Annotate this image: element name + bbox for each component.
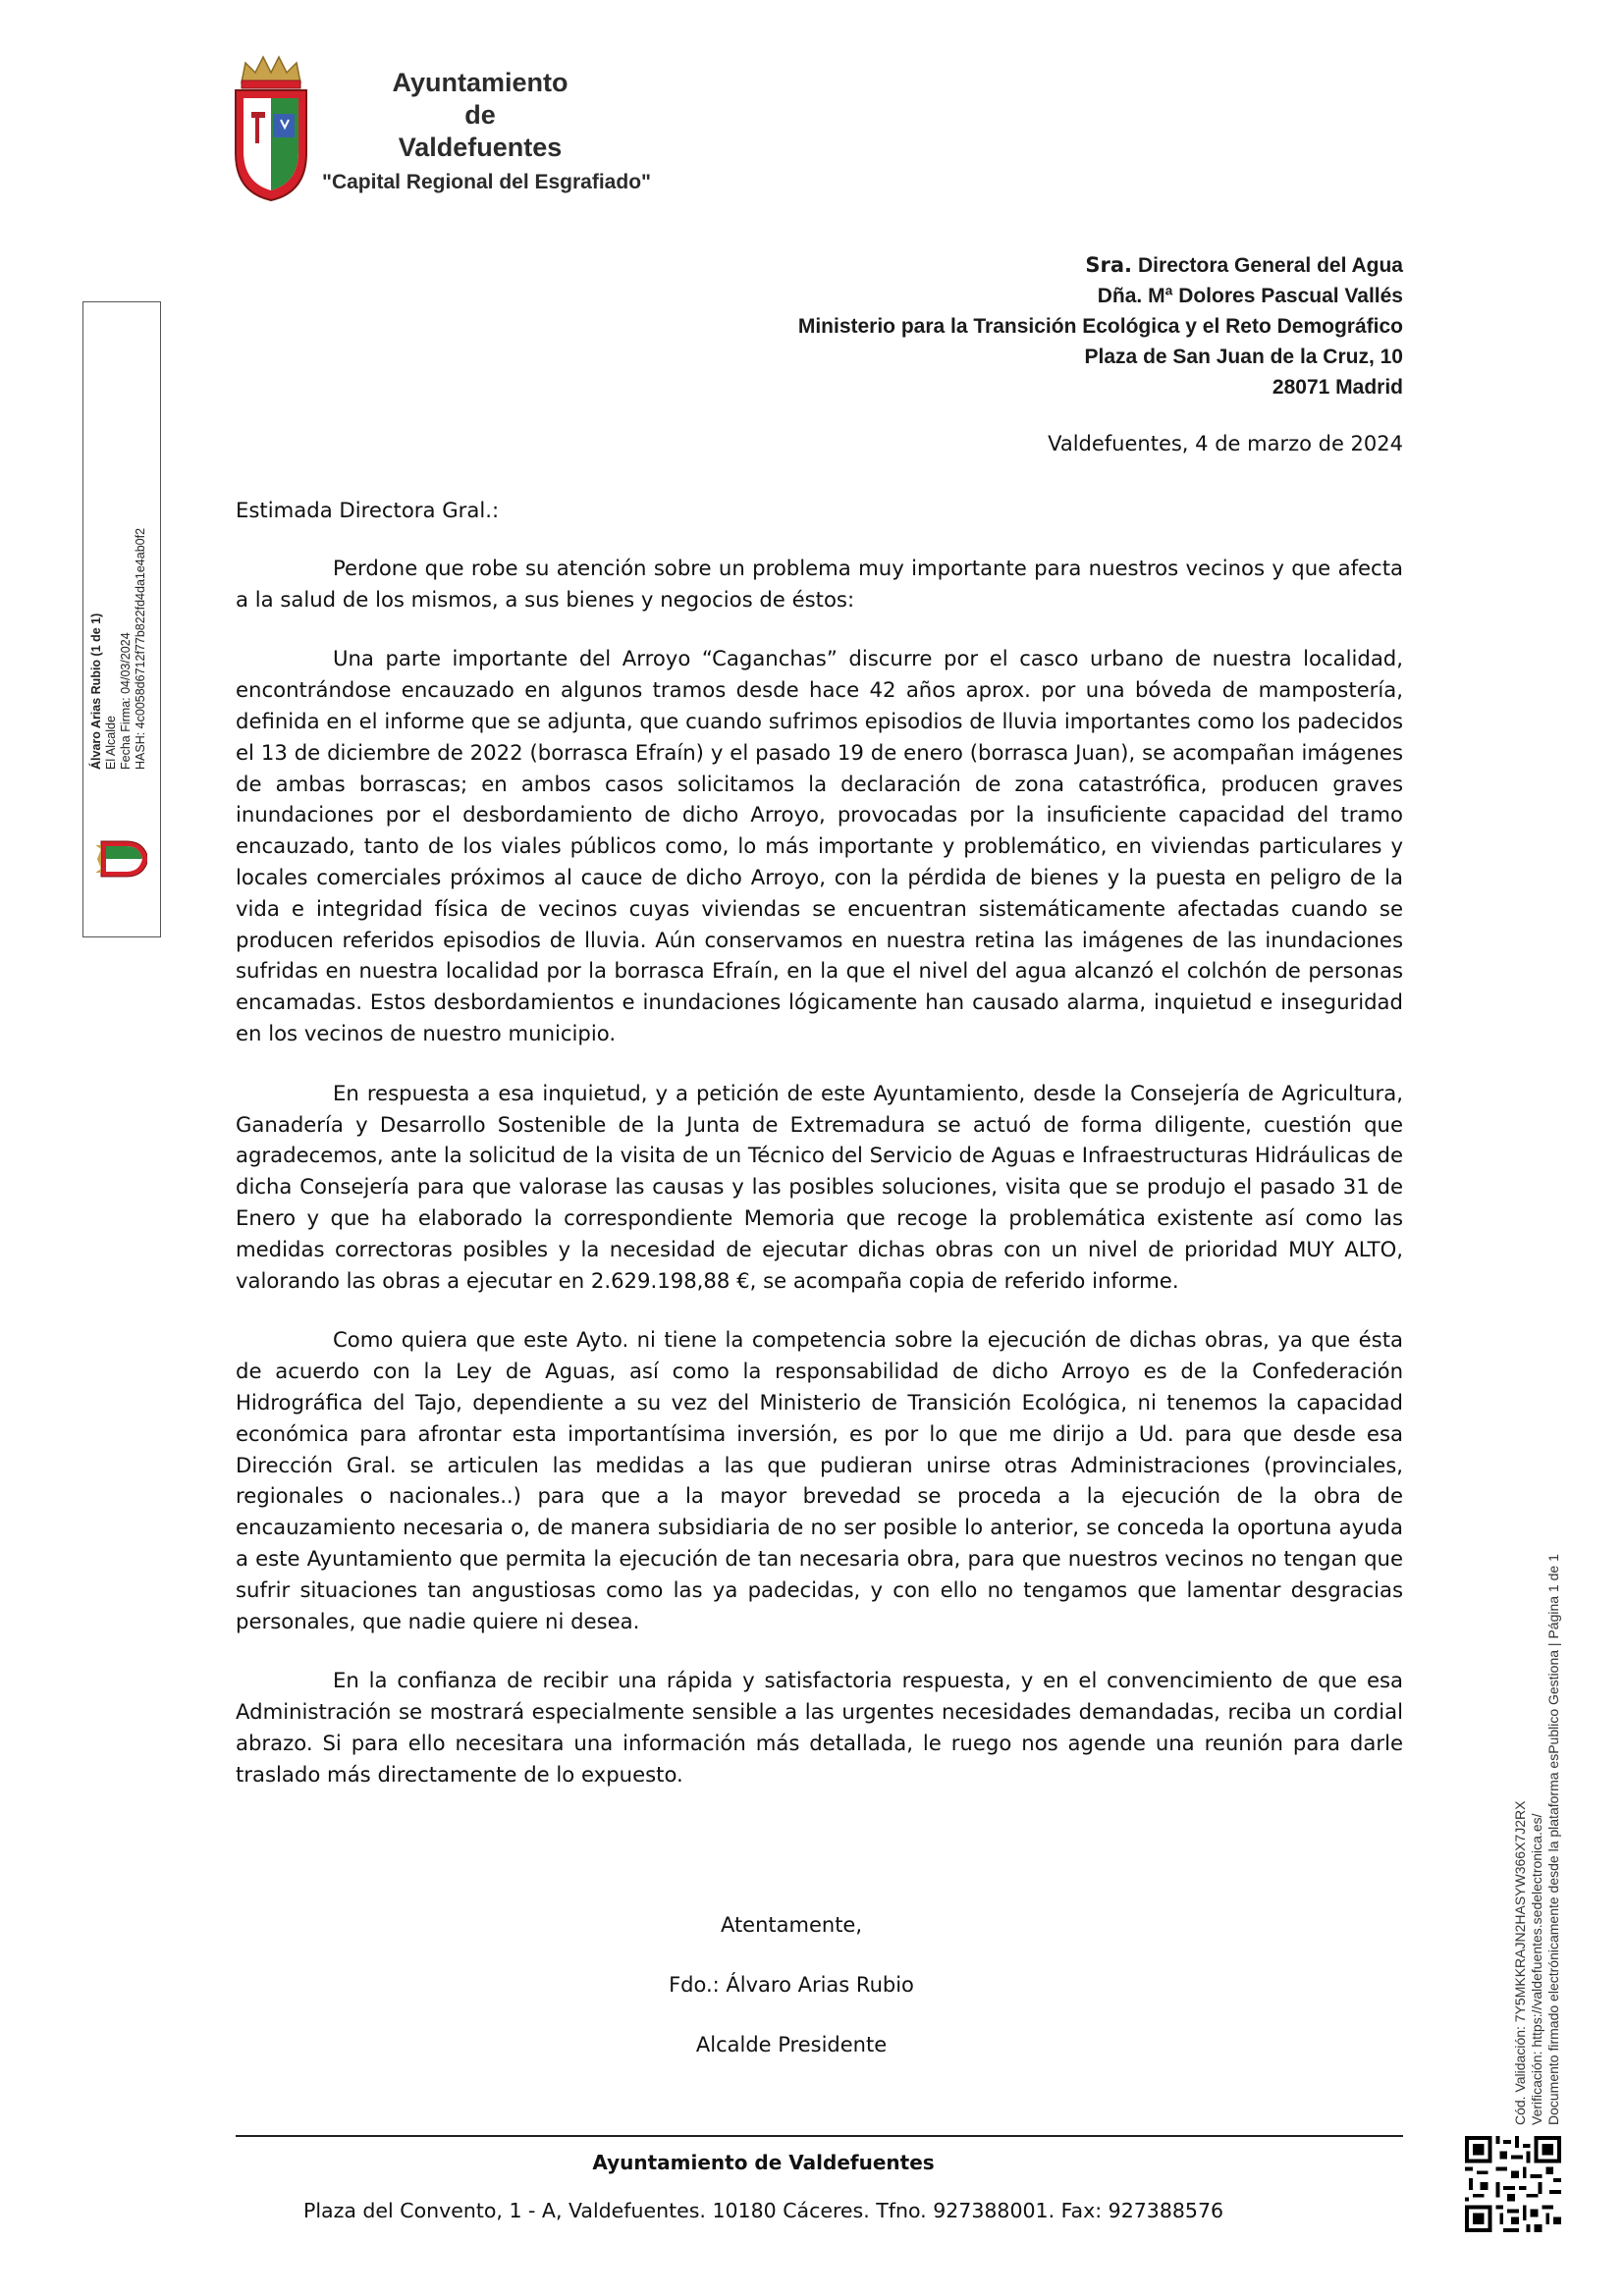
recipient-block: [798, 250, 1403, 402]
closing-block: [236, 1910, 1403, 2090]
verification-text: [1512, 1554, 1562, 2125]
signature-stamp-text: [89, 446, 148, 770]
verification-url[interactable]: Verificación: https://valdefuentes.sedelectronica.es/: [1529, 1813, 1544, 2125]
stamp-signer: Álvaro Arias Rubio (1 de 1): [89, 613, 103, 770]
paragraph-2: Una parte importante del Arroyo “Caganchas” discurre por el casco urbano de nuestra localidad, encontrándose encauzado en algunos tramos desde hace 42 años aprox. por una bóveda de mampostería, definida en el informe que se adjunta, que cuando sufrimos episodios de lluvia importantes como los padecidos el 13 de diciembre de 2022 (borrasca Efraín) y el pasado 19 de enero (borrasca Juan), se acompañan imágenes de ambas borrascas; en ambos casos solicitamos la declaración de zona catastrófica, producen graves inundaciones por el desbordamiento de dicho Arroyo, provocadas por la insuficiente capacidad del tramo encauzado, tanto de los viales públicos como, lo más importante y problemático, en viviendas particulares y locales comerciales próximos al cauce de dicho Arroyo, con la pérdida de bienes y la puesta en peligro de la vida e integridad física de vecinos cuyas viviendas se encuentran sistemáticamente afectadas cuando se producen referidos episodios de lluvia. Aún conservamos en nuestra retina las imágenes de las inundaciones sufridas en nuestra localidad por la borrasca Efraín, en la que el nivel del agua alcanzó el colchón de personas encamadas. Estos desbordamientos e inundaciones lógicamente han causado alarma, inquietud e inseguridad en los vecinos de nuestro municipio.: [236, 646, 1403, 1045]
footer-org-name: Ayuntamiento de Valdefuentes: [592, 2151, 935, 2174]
signer-role: Alcalde Presidente: [695, 2033, 888, 2056]
verification-note: Documento firmado electrónicamente desde la plataforma esPublico Gestiona | Página 1 de 1: [1545, 1554, 1561, 2125]
recipient-ministry: Ministerio para la Transición Ecológica y el Reto Demográfico: [797, 315, 1403, 338]
footer-divider: [236, 2135, 1403, 2137]
recipient-salutation: Sra.: [1085, 253, 1133, 277]
closing-salutation: Atentamente,: [720, 1913, 863, 1937]
stamp-hash: HASH: 4c0058d6712f77b822fd4da1e4ab0f2: [134, 527, 147, 770]
stamp-shield-icon: [96, 830, 147, 887]
municipal-logo: [232, 55, 683, 212]
paragraph-4: Como quiera que este Ayto. ni tiene la competencia sobre la ejecución de dichas obras, ya que ésta de acuerdo con la Ley de Aguas, así como la responsabilidad de dicho Arroyo es de la Confederación Hidrográfica del Tajo, dependiente a su vez del Ministerio de Transición Ecológica, ni tenemos la capacidad económica para afrontar esta importantísima inversión, es por lo que me dirijo a Ud. para que desde esa Dirección Gral. se articulen las medidas a las que pudieran unirse otras Administraciones (provinciales, regionales o nacionales..) para que a la mayor brevedad se proceda a la ejecución de la obra de encauzamiento necesaria o, de manera subsidiaria de no ser posible lo anterior, se conceda la oportuna ayuda a este Ayuntamiento que permita la ejecución de tan necesaria obra, para que nuestros vecinos no tengan que sufrir situaciones tan angustiosas como las ya padecidas, y con ello no tengamos que lamentar desgracias personales, que nadie quiere ni desea.: [236, 1327, 1403, 1633]
org-motto: "Capital Regional del Esgrafiado": [322, 171, 651, 193]
qr-code-icon: [1465, 2136, 1561, 2232]
recipient-city: 28071 Madrid: [1272, 376, 1403, 399]
recipient-name: Dña. Mª Dolores Pascual Vallés: [1097, 285, 1403, 307]
stamp-date: Fecha Firma: 04/03/2024: [119, 632, 133, 770]
footer-address: Plaza del Convento, 1 - A, Valdefuentes. 10180 Cáceres. Tfno. 927388001. Fax: 927388576: [302, 2199, 1224, 2222]
verification-code: Cód. Validación: 7Y5MKKRAJN2HASYW366X7J2RX: [1512, 1800, 1528, 2125]
paragraph-1: Perdone que robe su atención sobre un problema muy importante para nuestros vecinos y que afecta a la salud de los mismos, a sus bienes y negocios de éstos:: [236, 555, 1403, 612]
paragraph-5: En la confianza de recibir una rápida y satisfactoria respuesta, y en el convencimiento de que esa Administración se mostrará especialmente sensible a las urgentes necesidades demandadas, reciba un cordial abrazo. Si para ello necesitara una información más detallada, le ruego nos agende una reunión para darle traslado más directamente de lo expuesto.: [236, 1668, 1403, 1787]
recipient-street: Plaza de San Juan de la Cruz, 10: [1084, 346, 1403, 368]
signer-name: Fdo.: Álvaro Arias Rubio: [669, 1973, 914, 1997]
signature-stamp: [82, 301, 161, 937]
paragraph-3: En respuesta a esa inquietud, y a petición de este Ayuntamiento, desde la Consejería de Agricultura, Ganadería y Desarrollo Sostenible de la Junta de Extremadura se actuó de forma diligente, cuestión que agradecemos, ante la solicitud de la visita de un Técnico del Servicio de Aguas e Infraestructuras Hidráulicas de dicha Consejería para que valorase las causas y las posibles soluciones, visita que se produjo el pasado 31 de Enero y que ha elaborado la correspondiente Memoria que recoge la problemática existente así como las medidas correctoras posibles y la necesidad de ejecutar dichas obras con un nivel de prioridad MUY ALTO, valorando las obras a ejecutar en 2.629.198,88 €, se acompaña copia de referido informe.: [236, 1080, 1403, 1293]
recipient-title: Directora General del Agua: [1138, 254, 1403, 277]
org-name: Ayuntamiento de Valdefuentes: [392, 68, 568, 162]
letter-date: Valdefuentes, 4 de marzo de 2024: [1048, 432, 1403, 455]
stamp-role: El Alcalde: [104, 716, 118, 770]
greeting: Estimada Directora Gral.:: [236, 498, 500, 522]
coat-of-arms-icon: [232, 55, 310, 202]
letter-body: [236, 495, 1403, 1818]
